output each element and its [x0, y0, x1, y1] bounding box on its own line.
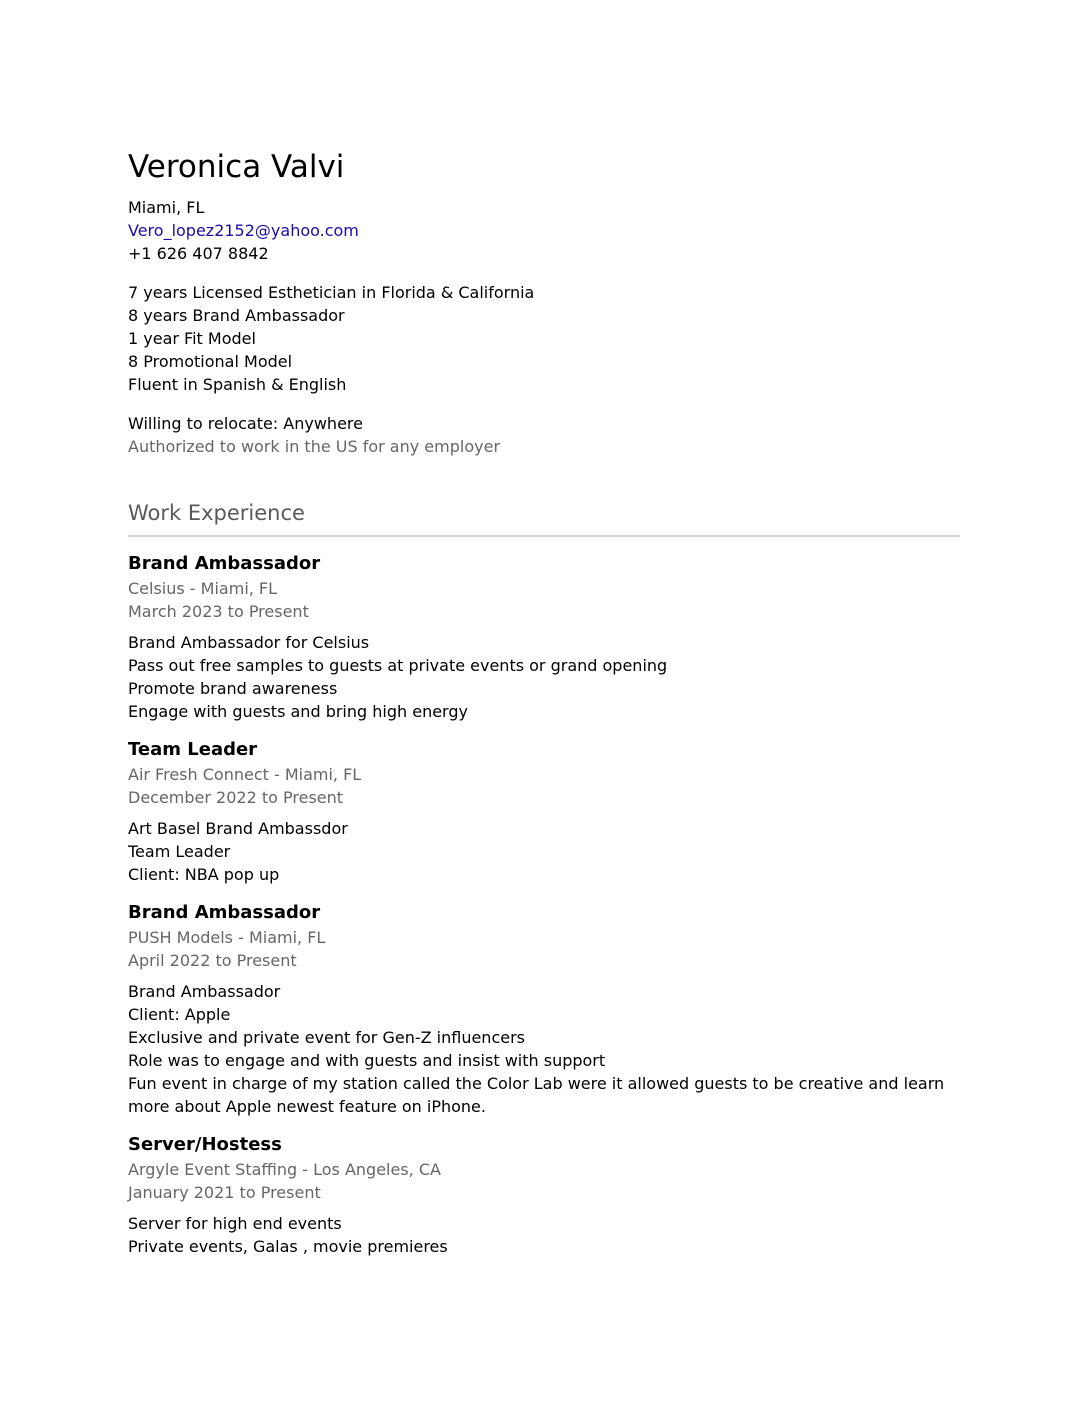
phone-number: +1 626 407 8842 [128, 244, 269, 263]
job-description [128, 980, 960, 1118]
job-company-location: PUSH Models - Miami, FL [128, 928, 326, 947]
work-authorization: Authorized to work in the US for any employer [128, 437, 501, 456]
candidate-location: Miami, FL [128, 198, 205, 217]
job-desc-line: Promote brand awareness [128, 679, 338, 698]
work-experience-heading: Work Experience [128, 501, 305, 525]
job-title: Team Leader [128, 739, 258, 760]
job-desc-line: Role was to engage and with guests and insist with support [128, 1051, 606, 1070]
summary-line: Fluent in Spanish & English [128, 375, 347, 394]
job-location: Miami, FL [200, 579, 278, 598]
job-desc-line: more about Apple newest feature on iPhone. [128, 1097, 486, 1116]
job-title: Brand Ambassador [128, 902, 321, 923]
job-desc-line: Client: NBA pop up [128, 865, 280, 884]
job-desc-line: Pass out free samples to guests at private events or grand opening [128, 656, 668, 675]
job-entry [128, 900, 960, 1118]
job-title: Server/Hostess [128, 1134, 282, 1155]
job-desc-line: Art Basel Brand Ambassdor [128, 819, 348, 838]
job-desc-line: Team Leader [128, 842, 231, 861]
job-desc-line: Server for high end events [128, 1214, 342, 1233]
job-location: Miami, FL [284, 765, 362, 784]
job-description [128, 1212, 960, 1258]
job-company-location: Air Fresh Connect - Miami, FL [128, 765, 362, 784]
job-entry [128, 1132, 960, 1258]
job-description [128, 631, 960, 723]
summary-line: 8 years Brand Ambassador [128, 306, 345, 325]
summary-line: 7 years Licensed Esthetician in Florida & California [128, 283, 535, 302]
job-dates: January 2021 to Present [128, 1183, 321, 1202]
job-desc-line: Client: Apple [128, 1005, 231, 1024]
summary-line: 1 year Fit Model [128, 329, 256, 348]
job-company-location: Argyle Event Staffing - Los Angeles, CA [128, 1160, 441, 1179]
job-desc-line: Brand Ambassador [128, 982, 281, 1001]
job-desc-line: Brand Ambassador for Celsius [128, 633, 370, 652]
job-company: Argyle Event Staffing [128, 1160, 298, 1179]
job-entry [128, 737, 960, 886]
section-divider [128, 535, 960, 537]
summary-block [128, 281, 960, 396]
job-entry [128, 551, 960, 723]
job-desc-line: Exclusive and private event for Gen-Z influencers [128, 1028, 525, 1047]
job-company: Celsius [128, 579, 185, 598]
relocation-block [128, 412, 960, 458]
job-desc-line: Engage with guests and bring high energy [128, 702, 468, 721]
job-dates: April 2022 to Present [128, 951, 297, 970]
relocation-willing: Willing to relocate: Anywhere [128, 414, 363, 433]
job-dates: March 2023 to Present [128, 602, 309, 621]
job-title: Brand Ambassador [128, 553, 321, 574]
resume-page [128, 148, 960, 1258]
summary-line: 8 Promotional Model [128, 352, 293, 371]
job-description [128, 817, 960, 886]
job-company: Air Fresh Connect [128, 765, 269, 784]
job-location: Miami, FL [248, 928, 326, 947]
job-company-location: Celsius - Miami, FL [128, 579, 278, 598]
email-link[interactable]: Vero_lopez2152@yahoo.com [128, 221, 359, 240]
candidate-name: Veronica Valvi [128, 149, 345, 185]
job-dates: December 2022 to Present [128, 788, 344, 807]
job-desc-line: Private events, Galas , movie premieres [128, 1237, 448, 1256]
job-desc-line: Fun event in charge of my station called the Color Lab were it allowed guests to be creative and learn [128, 1074, 945, 1093]
job-location: Los Angeles, CA [313, 1160, 441, 1179]
job-company: PUSH Models [128, 928, 234, 947]
